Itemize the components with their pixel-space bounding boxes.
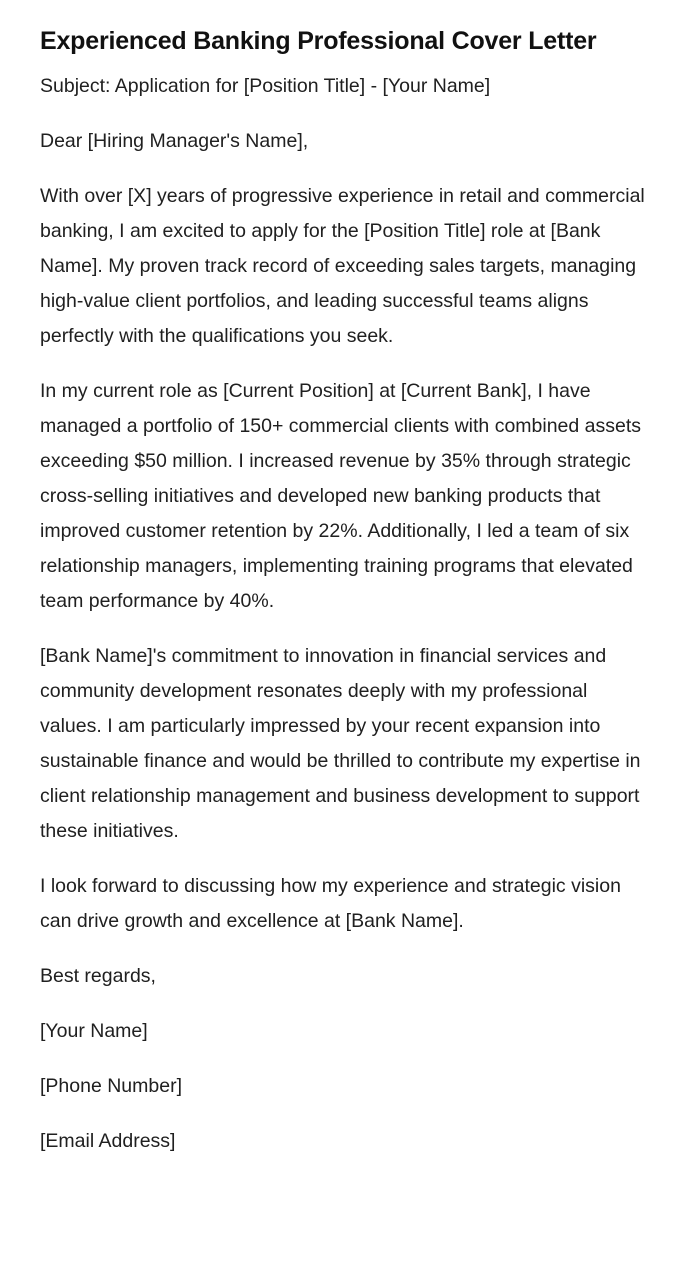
body-paragraph-closing: I look forward to discussing how my experience and strategic vision can drive growth and excellence at [Bank Name]. (40, 875, 621, 932)
document-title: Experienced Banking Professional Cover Letter (40, 27, 597, 55)
signature-name: [Your Name] (40, 1020, 148, 1042)
signature-phone: [Phone Number] (40, 1075, 182, 1097)
salutation: Dear [Hiring Manager's Name], (40, 130, 309, 152)
body-paragraph-experience: In my current role as [Current Position] at [Current Bank], I have managed a portfolio of 150+ commercial clients with combined assets exceeding $50 million. I increased revenue by 35% through strategic cross-selling initiatives and developed new banking products that improved customer retention by 22%. Additionally, I led a team of six relationship managers, implementing training programs that elevated team performance by 40%. (40, 380, 642, 612)
body-paragraph-intro: With over [X] years of progressive experience in retail and commercial banking, I am excited to apply for the [Position Title] role at [Bank Name]. My proven track record of exceeding sales targets, managing high-value client portfolios, and leading successful teams aligns perfectly with the qualifications you seek. (40, 185, 645, 347)
body-paragraph-company-fit: [Bank Name]'s commitment to innovation in financial services and community development resonates deeply with my professional values. I am particularly impressed by your recent expansion into sustainable finance and would be thrilled to contribute my expertise in client relationship management and business development to support these initiatives. (40, 645, 641, 842)
subject-line: Subject: Application for [Position Title] - [Your Name] (40, 75, 491, 97)
signature-email: [Email Address] (40, 1130, 176, 1152)
closing-phrase: Best regards, (40, 965, 156, 987)
